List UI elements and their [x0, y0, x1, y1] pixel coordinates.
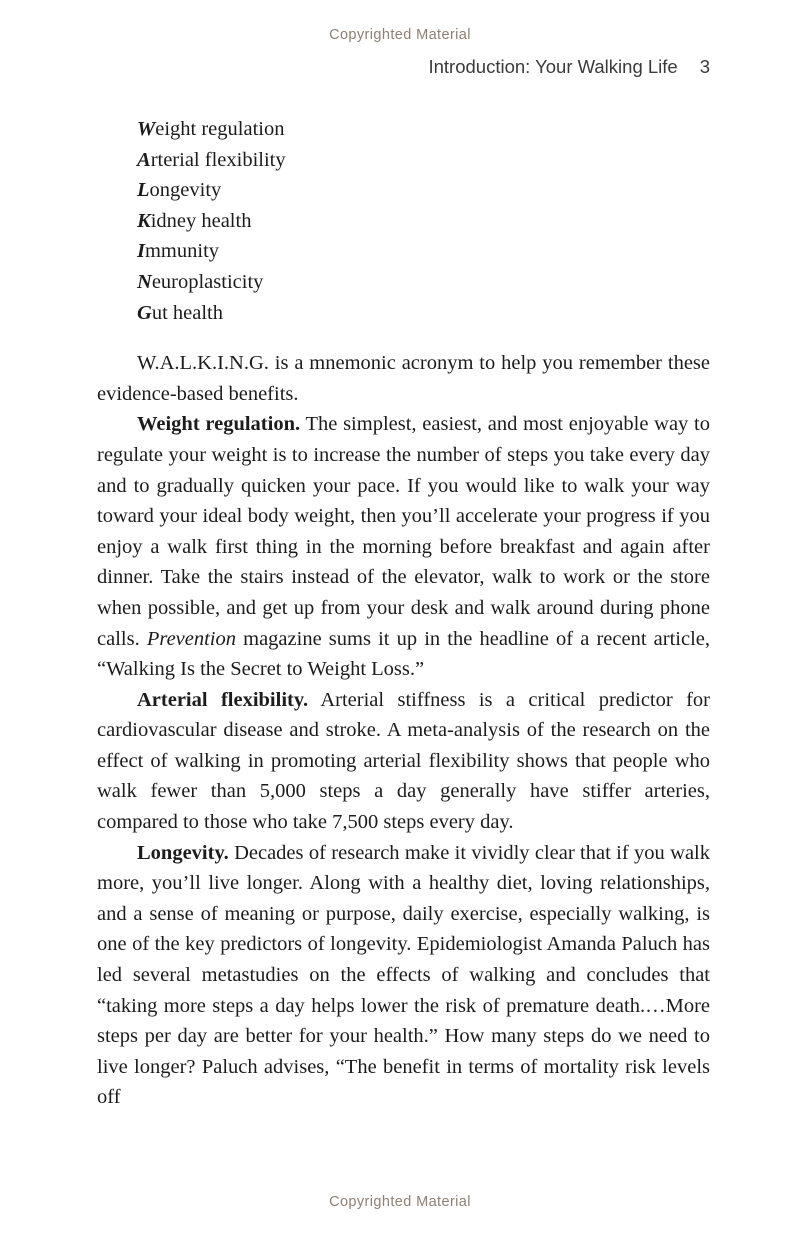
acronym-rest: mmunity — [144, 240, 220, 263]
acronym-item-arterial — [137, 145, 710, 176]
acronym-initial: A — [137, 148, 151, 171]
acronym-initial: W — [137, 118, 156, 140]
copyright-notice-bottom: Copyrighted Material — [329, 1194, 471, 1210]
acronym-item-kidney — [137, 206, 710, 237]
paragraph-text: Decades of research make it vividly clear that if you walk more, you’ll live longer. Along with a healthy diet, loving relationships, and a sense of meaning or purpose, daily exercise, especially walking, is one of the key predictors of longevity. Epidemiologist Amanda Paluch has led several metastudies on the effects of walking and concludes that “taking more steps a day helps lower the risk of premature death.…More steps per day are better for your health.” How many steps do we need to live longer? Paluch advises, “The benefit in terms of mortality risk levels off — [97, 841, 710, 1109]
acronym-initial: K — [137, 209, 151, 232]
page-number: 3 — [699, 56, 710, 77]
page-header — [0, 56, 800, 78]
acronym-rest: ongevity — [149, 179, 222, 202]
paragraph-text: magazine sums it up in the headline of a recent article, “Walking Is the Secret to Weight Loss.” — [97, 627, 710, 681]
acronym-item-immunity — [137, 236, 710, 267]
running-head-title: Introduction: Your Walking Life — [428, 56, 678, 77]
acronym-initial: N — [137, 270, 152, 293]
paragraph-lead: Longevity. — [137, 841, 229, 864]
copyright-notice-top: Copyrighted Material — [329, 27, 471, 43]
acronym-item-gut — [137, 298, 710, 329]
acronym-rest: eight regulation — [155, 118, 285, 140]
paragraph-longevity — [97, 838, 710, 1113]
acronym-rest: rterial flexibility — [150, 148, 286, 171]
acronym-item-weight — [137, 114, 710, 145]
acronym-rest: idney health — [150, 209, 252, 232]
italic-term-prevention: Prevention — [146, 627, 237, 650]
acronym-rest: europlasticity — [151, 270, 264, 293]
paragraph-lead: Arterial flexibility. — [137, 688, 309, 711]
acronym-rest: ut health — [151, 301, 223, 324]
acronym-item-longevity — [137, 175, 710, 206]
paragraph-text: Arterial stiffness is a critical predictor for cardiovascular disease and stroke. A meta-analysis of the research on the effect of walking in promoting arterial flexibility shows that people who walk fewer than 5,000 steps a day generally have stiffer arteries, compared to those who take 7,500 steps every day. — [97, 688, 710, 834]
page-body — [0, 114, 800, 1113]
acronym-initial: I — [137, 240, 145, 263]
paragraph-lead: Weight regulation. — [137, 413, 301, 436]
paragraph-intro: W.A.L.K.I.N.G. is a mnemonic acronym to help you remember these evidence-based benefits. — [97, 352, 710, 405]
acronym-initial: G — [137, 301, 152, 324]
acronym-initial: L — [137, 179, 150, 202]
paragraph-arterial-flexibility — [97, 685, 710, 838]
paragraph-weight-regulation — [97, 409, 710, 684]
acronym-list — [137, 114, 710, 328]
acronym-item-neuroplasticity — [137, 267, 710, 298]
paragraph-text: The simplest, easiest, and most enjoyable way to regulate your weight is to increase the number of steps you take every day and to gradually quicken your pace. If you would like to walk your way toward your ideal body weight, then you’ll accelerate your progress if you enjoy a walk first thing in the morning before breakfast and again after dinner. Take the stairs instead of the elevator, walk to work or the store when possible, and get up from your desk and walk around during phone calls. — [97, 413, 710, 650]
